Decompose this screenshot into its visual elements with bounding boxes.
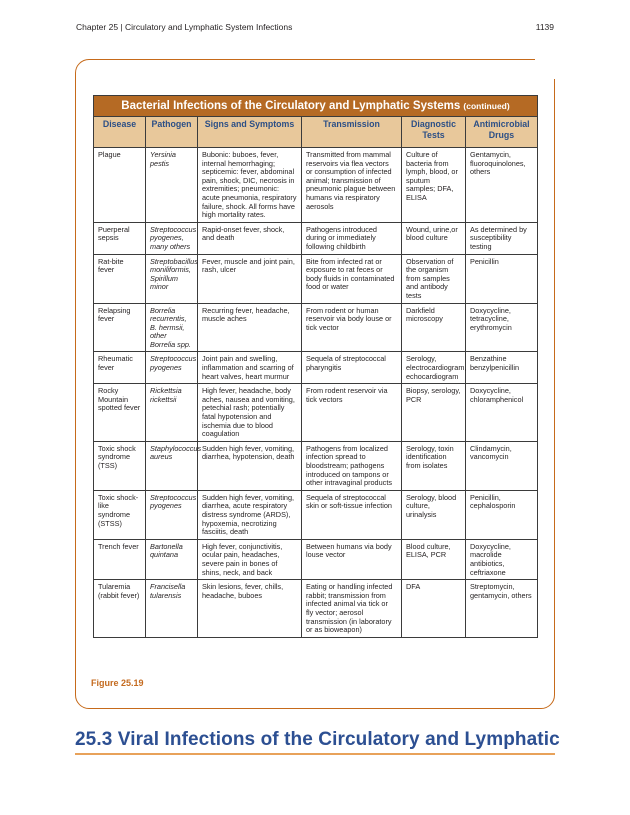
cell-transmission: Eating or handling infected rabbit; transmission from infected animal via tick or fly vector; aerosol transmission (in laboratory or as bioweapon) [302,580,402,638]
table-row [94,148,538,223]
cell-transmission: Pathogens introduced during or immediately following childbirth [302,222,402,254]
frame-notch [535,57,557,79]
cell-pathogen: Bartonella quintana [146,539,198,579]
page-header [76,22,554,36]
cell-disease: Rocky Mountain spotted fever [94,384,146,442]
table-title-suffix: (continued) [463,101,510,111]
column-header-disease: Disease [94,117,146,148]
cell-tests: Culture of bacteria from lymph, blood, or sputum samples; DFA, ELISA [402,148,466,223]
table-title-text: Bacterial Infections of the Circulatory and Lymphatic Systems [121,100,461,112]
table-row [94,490,538,539]
cell-pathogen: Staphylococcus aureus [146,441,198,490]
cell-disease: Plague [94,148,146,223]
cell-tests: Wound, urine,or blood culture [402,222,466,254]
cell-tests: Biopsy, serology, PCR [402,384,466,442]
cell-pathogen: Francisella tularensis [146,580,198,638]
table-row [94,580,538,638]
cell-pathogen: Borrelia recurrentis, B. hermsii, other Borrelia spp. [146,303,198,352]
cell-transmission: Sequela of streptococcal pharyngitis [302,352,402,384]
chapter-title: Chapter 25 | Circulatory and Lymphatic System Infections [76,22,293,32]
table-row [94,222,538,254]
cell-disease: Rheumatic fever [94,352,146,384]
cell-pathogen: Rickettsia rickettsii [146,384,198,442]
table-title [93,95,538,116]
cell-pathogen: Streptococcus pyogenes [146,352,198,384]
column-header-pathogen: Pathogen [146,117,198,148]
cell-signs: High fever, conjunctivitis, ocular pain, headaches, severe pain in bones of shins, neck, and back [198,539,302,579]
cell-disease: Tularemia (rabbit fever) [94,580,146,638]
cell-disease: Toxic shock syndrome (TSS) [94,441,146,490]
cell-drugs: Penicillin [466,254,538,303]
cell-transmission: Transmitted from mammal reservoirs via flea vectors or consumption of infected animal; transmission of pneumonic plague between humans via respiratory aerosols [302,148,402,223]
cell-signs: Sudden high fever, vomiting, diarrhea, hypotension, death [198,441,302,490]
cell-transmission: Bite from infected rat or exposure to rat feces or body fluids in contaminated food or water [302,254,402,303]
cell-transmission: Between humans via body louse vector [302,539,402,579]
cell-drugs: Doxycycline, tetracycline, erythromycin [466,303,538,352]
figure-caption: Figure 25.19 [91,678,144,688]
cell-tests: Darkfield microscopy [402,303,466,352]
column-header-drugs: Antimicrobial Drugs [466,117,538,148]
cell-transmission: Sequela of streptococcal skin or soft-tissue infection [302,490,402,539]
cell-drugs: Gentamycin, fluoroquinolones, others [466,148,538,223]
cell-disease: Rat-bite fever [94,254,146,303]
page-number: 1139 [535,22,554,32]
table-header-row [94,117,538,148]
cell-disease: Relapsing fever [94,303,146,352]
table-row [94,254,538,303]
cell-transmission: From rodent or human reservoir via body louse or tick vector [302,303,402,352]
cell-disease: Trench fever [94,539,146,579]
cell-pathogen: Streptococcus pyogenes, many others [146,222,198,254]
cell-signs: Joint pain and swelling, inflammation and scarring of heart valves, heart murmur [198,352,302,384]
column-header-signs: Signs and Symptoms [198,117,302,148]
cell-pathogen: Streptobacillus moniliformis, Spirillum minor [146,254,198,303]
cell-disease: Toxic shock-like syndrome (STSS) [94,490,146,539]
cell-drugs: Benzathine benzylpenicillin [466,352,538,384]
cell-drugs: As determined by susceptibility testing [466,222,538,254]
bacterial-infections-table [93,95,538,638]
cell-signs: Fever, muscle and joint pain, rash, ulcer [198,254,302,303]
cell-signs: Bubonic: buboes, fever, internal hemorrhaging; septicemic: fever, abdominal pain, shock, DIC, necrosis in extremities; pneumonic: acute pneumonia, respiratory failure, shock. All forms have high mortality rates. [198,148,302,223]
cell-drugs: Clindamycin, vancomycin [466,441,538,490]
cell-drugs: Doxycycline, macrolide antibiotics, ceftriaxone [466,539,538,579]
cell-disease: Puerperal sepsis [94,222,146,254]
section-title: 25.3 Viral Infections of the Circulatory and Lymphatic [75,729,560,750]
cell-tests: DFA [402,580,466,638]
column-header-transmission: Transmission [302,117,402,148]
cell-tests: Serology, electrocardiogram, echocardiogram [402,352,466,384]
cell-tests: Serology, toxin identification from isolates [402,441,466,490]
table-row [94,303,538,352]
cell-signs: Rapid-onset fever, shock, and death [198,222,302,254]
cell-signs: Skin lesions, fever, chills, headache, buboes [198,580,302,638]
cell-tests: Observation of the organism from samples and antibody tests [402,254,466,303]
table-row [94,352,538,384]
cell-signs: High fever, headache, body aches, nausea and vomiting, petechial rash; potentially fatal hypotension and ischemia due to blood coagulation [198,384,302,442]
cell-tests: Blood culture, ELISA, PCR [402,539,466,579]
table-row [94,539,538,579]
column-header-tests: Diagnostic Tests [402,117,466,148]
cell-transmission: Pathogens from localized infection spread to bloodstream; pathogens introduced on tampons or other intravaginal products [302,441,402,490]
cell-transmission: From rodent reservoir via tick vectors [302,384,402,442]
cell-drugs: Streptomycin, gentamycin, others [466,580,538,638]
cell-pathogen: Streptococcus pyogenes [146,490,198,539]
cell-drugs: Doxycycline, chloramphenicol [466,384,538,442]
table-row [94,384,538,442]
cell-drugs: Penicillin, cephalosporin [466,490,538,539]
cell-signs: Sudden high fever, vomiting, diarrhea, acute respiratory distress syndrome (ARDS), hypoxemia, necrotizing fasciitis, death [198,490,302,539]
cell-signs: Recurring fever, headache, muscle aches [198,303,302,352]
section-divider [75,753,555,755]
table-row [94,441,538,490]
cell-tests: Serology, blood culture, urinalysis [402,490,466,539]
cell-pathogen: Yersinia pestis [146,148,198,223]
